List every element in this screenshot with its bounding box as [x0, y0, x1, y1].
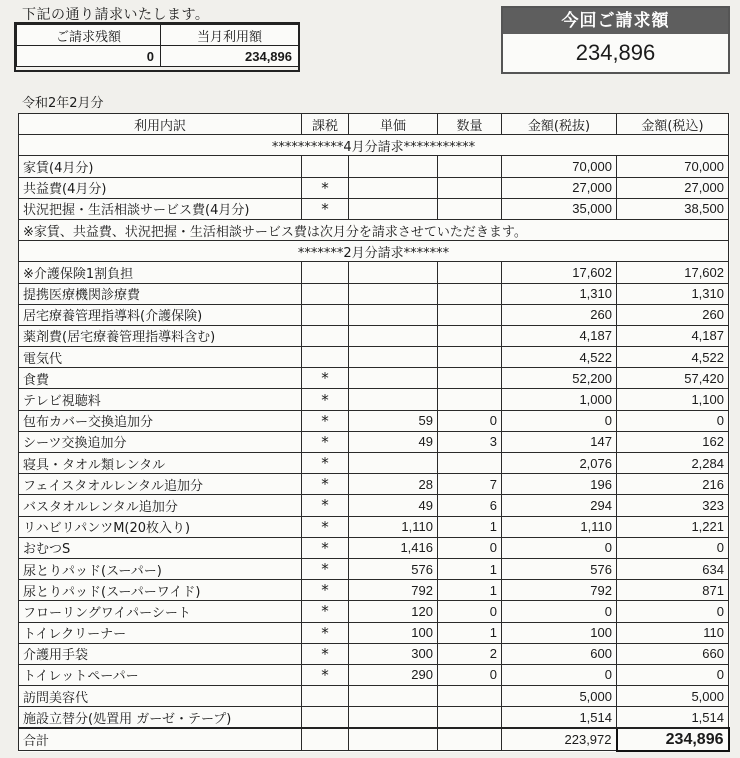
- quantity-cell: 1: [438, 516, 502, 537]
- note-text: ※家賃、共益費、状況把握・生活相談サービス費は次月分を請求させていただきます。: [19, 219, 729, 240]
- amount-excl-cell: 52,200: [502, 368, 617, 389]
- amount-excl-cell: 27,000: [502, 177, 617, 198]
- summary-table: [16, 24, 299, 67]
- amount-incl-cell: 1,310: [617, 283, 729, 304]
- tax-mark-cell: *: [302, 601, 349, 622]
- amount-incl-cell: 110: [617, 622, 729, 643]
- item-name-cell: 薬剤費(居宅療養管理指導料含む): [19, 325, 302, 346]
- unit-price-cell: 792: [349, 580, 438, 601]
- amount-excl-cell: 0: [502, 537, 617, 558]
- amount-excl-cell: 294: [502, 495, 617, 516]
- header-tax: 課税: [302, 114, 349, 135]
- invoice-total-amount: 234,896: [575, 40, 656, 65]
- item-name-cell: フローリングワイパーシート: [19, 601, 302, 622]
- total-amount-incl: 234,896: [617, 728, 729, 750]
- tax-mark-cell: *: [302, 580, 349, 601]
- total-row: [19, 728, 729, 750]
- tax-mark-cell: *: [302, 389, 349, 410]
- unit-price-cell: 49: [349, 431, 438, 452]
- total-amount-excl: 223,972: [502, 728, 617, 750]
- amount-excl-cell: 0: [502, 410, 617, 431]
- balance-label: ご請求残額: [17, 25, 161, 46]
- item-name-cell: テレビ視聴料: [19, 389, 302, 410]
- item-name-cell: フェイスタオルレンタル追加分: [19, 474, 302, 495]
- table-row: [19, 177, 729, 198]
- table-row: [19, 686, 729, 707]
- item-name-cell: 訪問美容代: [19, 686, 302, 707]
- unit-price-cell: [349, 177, 438, 198]
- unit-price-cell: 120: [349, 601, 438, 622]
- table-row: [19, 643, 729, 664]
- unit-price-cell: 300: [349, 643, 438, 664]
- table-row: [19, 495, 729, 516]
- item-name-cell: 提携医療機関診療費: [19, 283, 302, 304]
- amount-incl-cell: 0: [617, 664, 729, 685]
- amount-incl-cell: 17,602: [617, 262, 729, 283]
- item-name-cell: 電気代: [19, 347, 302, 368]
- table-row: [19, 156, 729, 177]
- amount-incl-cell: 660: [617, 643, 729, 664]
- amount-excl-cell: 576: [502, 558, 617, 579]
- tax-mark-cell: [302, 283, 349, 304]
- unit-price-cell: [349, 304, 438, 325]
- amount-excl-cell: 792: [502, 580, 617, 601]
- amount-excl-cell: 0: [502, 664, 617, 685]
- amount-excl-cell: 1,110: [502, 516, 617, 537]
- unit-price-cell: 1,416: [349, 537, 438, 558]
- item-name-cell: 包布カバー交換追加分: [19, 410, 302, 431]
- quantity-cell: 1: [438, 558, 502, 579]
- table-row: [19, 516, 729, 537]
- section-february-label: *******2月分請求*******: [19, 241, 729, 262]
- quantity-cell: [438, 389, 502, 410]
- table-row: [19, 622, 729, 643]
- quantity-cell: 0: [438, 664, 502, 685]
- quantity-cell: 0: [438, 410, 502, 431]
- header-quantity: 数量: [438, 114, 502, 135]
- tax-mark-cell: *: [302, 537, 349, 558]
- amount-excl-cell: 35,000: [502, 198, 617, 219]
- quantity-cell: [438, 707, 502, 729]
- tax-mark-cell: *: [302, 177, 349, 198]
- item-name-cell: ※介護保険1割負担: [19, 262, 302, 283]
- table-row: [19, 453, 729, 474]
- unit-price-cell: [349, 453, 438, 474]
- tax-mark-cell: [302, 707, 349, 729]
- tax-mark-cell: *: [302, 198, 349, 219]
- amount-excl-cell: 260: [502, 304, 617, 325]
- usage-value: 234,896: [161, 46, 299, 67]
- quantity-cell: 7: [438, 474, 502, 495]
- item-name-cell: 尿とりパッド(スーパー): [19, 558, 302, 579]
- table-row: [19, 283, 729, 304]
- table-row: [19, 474, 729, 495]
- header-amount-excl: 金額(税抜): [502, 114, 617, 135]
- unit-price-cell: 290: [349, 664, 438, 685]
- amount-incl-cell: 162: [617, 431, 729, 452]
- amount-excl-cell: 4,187: [502, 325, 617, 346]
- unit-price-cell: 100: [349, 622, 438, 643]
- invoice-total-box: [501, 6, 730, 74]
- amount-excl-cell: 0: [502, 601, 617, 622]
- table-row: [19, 601, 729, 622]
- tax-mark-cell: [302, 686, 349, 707]
- amount-incl-cell: 1,514: [617, 707, 729, 729]
- tax-mark-cell: [302, 325, 349, 346]
- tax-mark-cell: [302, 262, 349, 283]
- amount-excl-cell: 196: [502, 474, 617, 495]
- quantity-cell: 1: [438, 622, 502, 643]
- table-row: [19, 198, 729, 219]
- quantity-cell: [438, 156, 502, 177]
- unit-price-cell: [349, 262, 438, 283]
- invoice-total-label: 今回ご請求額: [503, 8, 728, 34]
- amount-excl-cell: 5,000: [502, 686, 617, 707]
- amount-incl-cell: 57,420: [617, 368, 729, 389]
- header-unit-price: 単価: [349, 114, 438, 135]
- unit-price-cell: [349, 198, 438, 219]
- item-name-cell: 家賃(4月分): [19, 156, 302, 177]
- amount-incl-cell: 0: [617, 601, 729, 622]
- section-row-february: [19, 241, 729, 262]
- amount-incl-cell: 4,522: [617, 347, 729, 368]
- unit-price-cell: 1,110: [349, 516, 438, 537]
- amount-incl-cell: 1,221: [617, 516, 729, 537]
- total-qty-cell: [438, 728, 502, 750]
- table-row: [19, 347, 729, 368]
- amount-excl-cell: 2,076: [502, 453, 617, 474]
- unit-price-cell: [349, 283, 438, 304]
- tax-mark-cell: *: [302, 474, 349, 495]
- tax-mark-cell: *: [302, 516, 349, 537]
- item-name-cell: リハビリパンツM(20枚入り): [19, 516, 302, 537]
- amount-incl-cell: 27,000: [617, 177, 729, 198]
- quantity-cell: [438, 347, 502, 368]
- item-name-cell: 共益費(4月分): [19, 177, 302, 198]
- quantity-cell: [438, 262, 502, 283]
- quantity-cell: [438, 453, 502, 474]
- table-row: [19, 580, 729, 601]
- tax-mark-cell: *: [302, 368, 349, 389]
- total-unit-cell: [349, 728, 438, 750]
- tax-mark-cell: *: [302, 410, 349, 431]
- quantity-cell: [438, 304, 502, 325]
- quantity-cell: [438, 283, 502, 304]
- section-row-april: [19, 135, 729, 156]
- amount-incl-cell: 5,000: [617, 686, 729, 707]
- quantity-cell: 1: [438, 580, 502, 601]
- amount-incl-cell: 38,500: [617, 198, 729, 219]
- note-row: [19, 219, 729, 240]
- usage-label: 当月利用額: [161, 25, 299, 46]
- amount-incl-cell: 323: [617, 495, 729, 516]
- quantity-cell: [438, 686, 502, 707]
- unit-price-cell: 576: [349, 558, 438, 579]
- billing-detail-table: [18, 113, 730, 752]
- item-name-cell: 寝具・タオル類レンタル: [19, 453, 302, 474]
- total-tax-cell: [302, 728, 349, 750]
- item-name-cell: バスタオルレンタル追加分: [19, 495, 302, 516]
- intro-text: 下記の通り請求いたします。: [22, 7, 210, 23]
- table-row: [19, 431, 729, 452]
- quantity-cell: 0: [438, 601, 502, 622]
- tax-mark-cell: *: [302, 558, 349, 579]
- unit-price-cell: [349, 156, 438, 177]
- tax-mark-cell: *: [302, 495, 349, 516]
- table-row: [19, 304, 729, 325]
- amount-incl-cell: 216: [617, 474, 729, 495]
- header-item: 利用内訳: [19, 114, 302, 135]
- tax-mark-cell: *: [302, 622, 349, 643]
- item-name-cell: トイレクリーナー: [19, 622, 302, 643]
- amount-incl-cell: 0: [617, 537, 729, 558]
- section-april-label: ***********4月分請求***********: [19, 135, 729, 156]
- item-name-cell: 介護用手袋: [19, 643, 302, 664]
- item-name-cell: トイレットペーパー: [19, 664, 302, 685]
- item-name-cell: 施設立替分(処置用 ガーゼ・テープ): [19, 707, 302, 729]
- amount-excl-cell: 17,602: [502, 262, 617, 283]
- table-row: [19, 537, 729, 558]
- amount-excl-cell: 70,000: [502, 156, 617, 177]
- amount-incl-cell: 260: [617, 304, 729, 325]
- item-name-cell: おむつS: [19, 537, 302, 558]
- quantity-cell: 6: [438, 495, 502, 516]
- tax-mark-cell: *: [302, 664, 349, 685]
- billing-period: 令和2年2月分: [22, 96, 104, 111]
- amount-excl-cell: 1,000: [502, 389, 617, 410]
- table-row: [19, 368, 729, 389]
- quantity-cell: [438, 198, 502, 219]
- table-row: [19, 410, 729, 431]
- unit-price-cell: [349, 347, 438, 368]
- balance-value: 0: [17, 46, 161, 67]
- unit-price-cell: [349, 686, 438, 707]
- table-row: [19, 558, 729, 579]
- unit-price-cell: 59: [349, 410, 438, 431]
- tax-mark-cell: *: [302, 643, 349, 664]
- table-header-row: [19, 114, 729, 135]
- table-row: [19, 707, 729, 729]
- amount-incl-cell: 871: [617, 580, 729, 601]
- amount-incl-cell: 634: [617, 558, 729, 579]
- total-label: 合計: [19, 728, 302, 750]
- table-row: [19, 664, 729, 685]
- amount-excl-cell: 1,310: [502, 283, 617, 304]
- tax-mark-cell: [302, 347, 349, 368]
- quantity-cell: [438, 368, 502, 389]
- amount-excl-cell: 4,522: [502, 347, 617, 368]
- unit-price-cell: 49: [349, 495, 438, 516]
- quantity-cell: [438, 177, 502, 198]
- header-amount-incl: 金額(税込): [617, 114, 729, 135]
- table-row: [19, 262, 729, 283]
- amount-incl-cell: 0: [617, 410, 729, 431]
- amount-incl-cell: 1,100: [617, 389, 729, 410]
- amount-excl-cell: 147: [502, 431, 617, 452]
- tax-mark-cell: [302, 304, 349, 325]
- unit-price-cell: [349, 325, 438, 346]
- item-name-cell: シーツ交換追加分: [19, 431, 302, 452]
- tax-mark-cell: *: [302, 431, 349, 452]
- item-name-cell: 食費: [19, 368, 302, 389]
- table-row: [19, 389, 729, 410]
- amount-incl-cell: 70,000: [617, 156, 729, 177]
- unit-price-cell: 28: [349, 474, 438, 495]
- item-name-cell: 尿とりパッド(スーパーワイド): [19, 580, 302, 601]
- quantity-cell: [438, 325, 502, 346]
- amount-excl-cell: 600: [502, 643, 617, 664]
- quantity-cell: 0: [438, 537, 502, 558]
- item-name-cell: 居宅療養管理指導料(介護保険): [19, 304, 302, 325]
- amount-excl-cell: 1,514: [502, 707, 617, 729]
- table-row: [19, 325, 729, 346]
- tax-mark-cell: *: [302, 453, 349, 474]
- quantity-cell: 3: [438, 431, 502, 452]
- tax-mark-cell: [302, 156, 349, 177]
- amount-incl-cell: 4,187: [617, 325, 729, 346]
- unit-price-cell: [349, 368, 438, 389]
- quantity-cell: 2: [438, 643, 502, 664]
- unit-price-cell: [349, 707, 438, 729]
- amount-incl-cell: 2,284: [617, 453, 729, 474]
- unit-price-cell: [349, 389, 438, 410]
- item-name-cell: 状況把握・生活相談サービス費(4月分): [19, 198, 302, 219]
- amount-excl-cell: 100: [502, 622, 617, 643]
